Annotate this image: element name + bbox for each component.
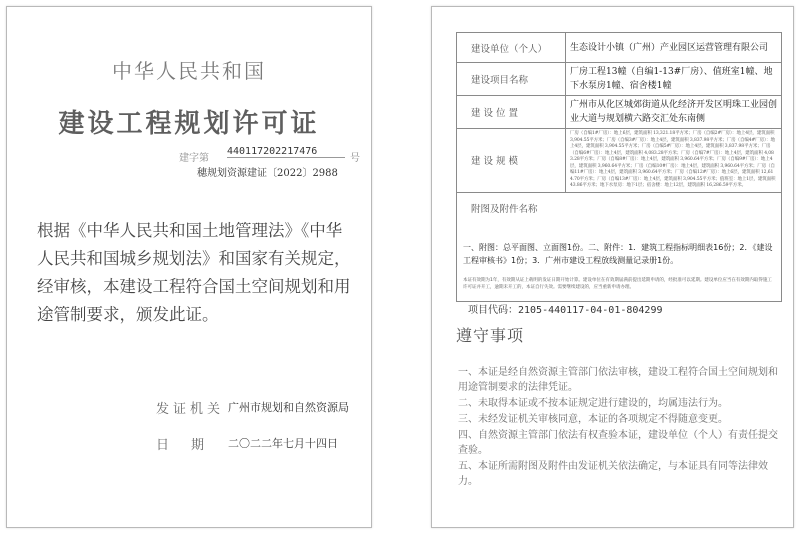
table-row [457, 129, 782, 193]
table-row [457, 192, 782, 301]
attachments-list: 一、附图：总平面图、立面图1份。二、附件：1．建筑工程指标明细表16份；2．《建设工程审核书》1份；3．广州市建设工程放线测量记录册1份。 [463, 242, 773, 265]
issue-date: 二〇二二年七月十四日 [228, 437, 338, 450]
permit-title: 建设工程规划许可证 [58, 109, 320, 139]
permit-number: 440117202217476 [227, 146, 345, 158]
list-item: 一、本证是经自然资源主管部门依法审核，建设工程符合国土空间规划和用途管制要求的法律凭证。 [458, 367, 778, 393]
row-value: 生态设计小镇（广州）产业园区运营管理有限公司 [566, 33, 782, 63]
permit-details-table [456, 32, 782, 302]
project-code: 项目代码：2105-440117-04-01-804299 [468, 305, 663, 316]
permit-reference: 穗规划资源建证〔2022〕2988 [197, 168, 338, 179]
issuer-name: 广州市规划和自然资源局 [228, 401, 349, 414]
permit-number-suffix: 号 [350, 153, 360, 164]
attachments-cell [457, 192, 782, 301]
row-label: 建 设 位 置 [457, 96, 566, 129]
table-row [457, 63, 782, 96]
building-scale-text: 厂房（自编1#厂房）：地上6层，建筑面积 13,321.18平方米；厂房（自编2#厂房）：地上4层，建筑面积 3,904.55平方米；厂房（自编3#厂房）：地上4层，建筑面积 3,837.98平方米；厂房（自编4#厂房）：地上4层，建筑面积 3,904.55平方米；厂房（自编5#厂房）：地上4层，建筑面积 3,837.98平方米；厂房（自编6#厂房）：地上4层，建筑面积 4,083.28平方米；厂房（自编7#厂房）：地上4层，建筑面积 4,083.28平方米；厂房（自编8#厂房）：地上4层，建筑面积 3,960.64平方米；厂房（自编9#厂房）：地上4层，建筑面积 3,960.64平方米；厂房（自编10#厂房）：地上4层，建筑面积 3,960.64平方米；厂房（自编11#厂房）：地上4层，建筑面积 3,960.64平方米；厂房（自编12#厂房）：地上6层，建筑面积 12,614.70平方米；厂房（自编13#厂房）：地上4层，建筑面积 3,904.55平方米；值班室：地上1层，建筑面积 43.86平方米；地下水泵房：地下1层；宿舍楼：地上12层，建筑面积 16,286.59平方米。 [570, 131, 776, 188]
row-value: 广州市从化区城郊街道从化经济开发区明珠工业园创业大道与规划横六路交汇处东南侧 [566, 96, 782, 129]
list-item: 三、未经发证机关审核同意，本证的各项规定不得随意变更。 [458, 414, 728, 425]
observance-title: 遵守事项 [456, 326, 525, 345]
validity-note: 本证有效期为1年，有效期从证上载明的发证日期开始计算。建设单位在有效期届满前提出延期申请的，经批准可以延期。建设单位应当在有效期内取得施工许可证并开工，逾期未开工的，本证自行失效。需要继续建设的，应当重新申请办理。 [463, 277, 772, 290]
list-item: 四、自然资源主管部门依法有权查验本证，建设单位（个人）有责任提交查验。 [458, 430, 778, 456]
permit-statement: 根据《中华人民共和国土地管理法》《中华人民共和国城乡规划法》和国家有关规定，经审核，本建设工程符合国土空间规划和用途管制要求，颁发此证。 [37, 221, 351, 324]
row-label: 建设项目名称 [457, 63, 566, 96]
country-name: 中华人民共和国 [112, 59, 266, 83]
row-label: 建 设 规 模 [457, 129, 566, 193]
list-item: 五、本证所需附图及附件由发证机关依法确定，与本证具有同等法律效力。 [458, 461, 768, 487]
table-row [457, 96, 782, 129]
row-value: 厂房工程13幢（自编1-13#厂房）、值班室1幢、地下水泵房1幢、宿舍楼1幢 [566, 63, 782, 96]
permit-cover-page [6, 6, 372, 528]
attachments-label: 附图及附件名称 [471, 203, 538, 215]
row-value [566, 129, 782, 193]
observance-list [458, 365, 780, 490]
issuer-label: 发证机关 [156, 402, 225, 417]
row-label: 建设单位（个人） [457, 33, 566, 63]
table-row [457, 33, 782, 63]
list-item: 二、未取得本证或不按本证规定进行建设的，均属违法行为。 [458, 398, 728, 409]
permit-number-label: 建字第 [179, 153, 209, 164]
permit-details-page [431, 6, 794, 528]
date-label: 日期 [156, 438, 227, 453]
